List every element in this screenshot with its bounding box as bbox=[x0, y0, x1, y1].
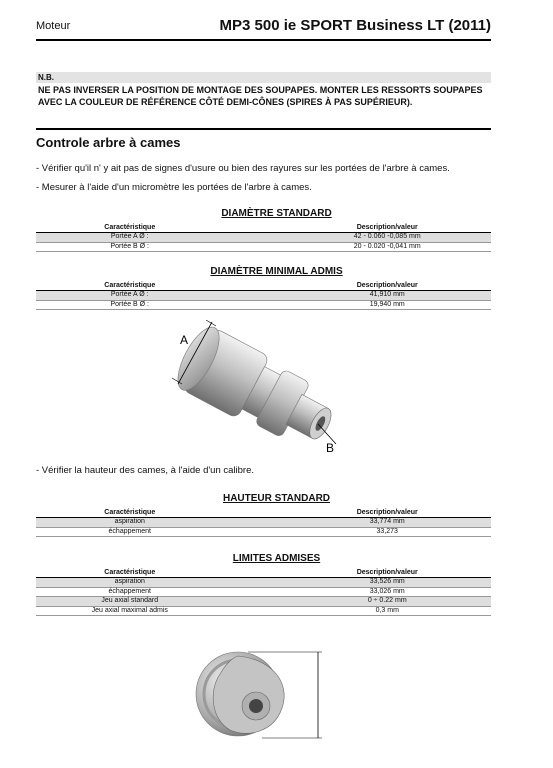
table-diametre-minimal bbox=[36, 281, 491, 310]
table-row bbox=[36, 597, 491, 607]
label-a: A bbox=[180, 333, 189, 347]
note-text: NE PAS INVERSER LA POSITION DE MONTAGE DES SOUPAPES. MONTER LES RESSORTS SOUPAPES AVEC LA COULEUR DE RÉFÉRENCE CÔTÉ DEMI-CÔNES (SPIRES À PAS SUPÉRIEUR). bbox=[38, 85, 483, 107]
section-title: Controle arbre à cames bbox=[36, 135, 181, 150]
cell-valeur: 0,3 mm bbox=[375, 606, 399, 614]
bullet-check-cam-height: - Vérifier la hauteur des cames, à l'aide d'un calibre. bbox=[36, 465, 255, 476]
cell-valeur: 41,910 mm bbox=[369, 291, 405, 298]
bullet-check-wear: - Vérifier qu'il n' y ait pas de signes d'usure ou bien des rayures sur les portées de l'arbre à cames. bbox=[36, 163, 450, 174]
cell-caracteristique: aspiration bbox=[114, 518, 145, 525]
column-header-valeur: Description/valeur bbox=[356, 282, 418, 289]
table-title-diametre-standard: DIAMÈTRE STANDARD bbox=[221, 208, 332, 219]
cam-lobe-figure bbox=[190, 638, 340, 750]
cell-valeur: 20 - 0.020 -0,041 mm bbox=[353, 242, 421, 250]
label-b: B bbox=[326, 441, 335, 455]
table-header bbox=[36, 281, 491, 291]
header-section: Moteur bbox=[36, 20, 71, 32]
cell-caracteristique: Jeu axial standard bbox=[101, 597, 159, 604]
cell-valeur: 33,026 mm bbox=[369, 587, 405, 595]
table-header bbox=[36, 223, 491, 233]
cell-valeur: 33,273 bbox=[376, 527, 398, 535]
table-row bbox=[36, 301, 491, 311]
note-rule bbox=[36, 128, 491, 130]
cell-caracteristique: Portée A Ø : bbox=[110, 233, 149, 240]
note-box bbox=[36, 72, 491, 108]
cell-caracteristique: aspiration bbox=[114, 578, 145, 585]
cell-caracteristique: Portée A Ø : bbox=[110, 291, 149, 298]
table-row bbox=[36, 518, 491, 528]
cell-caracteristique: Portée B Ø : bbox=[110, 242, 150, 250]
table-header bbox=[36, 568, 491, 578]
table-hauteur-standard bbox=[36, 508, 491, 537]
cell-caracteristique: Jeu axial maximal admis bbox=[91, 606, 168, 614]
table-header bbox=[36, 508, 491, 518]
table-row bbox=[36, 588, 491, 598]
column-header-valeur: Description/valeur bbox=[356, 224, 418, 231]
table-row bbox=[36, 607, 491, 617]
note-label: N.B. bbox=[36, 72, 491, 83]
table-row bbox=[36, 233, 491, 243]
column-header-caracteristique: Caractéristique bbox=[104, 569, 156, 576]
cell-valeur: 42 - 0.060 -0,085 mm bbox=[353, 233, 421, 240]
table-diametre-standard bbox=[36, 223, 491, 252]
bullet-measure-micrometer: - Mesurer à l'aide d'un micromètre les portées de l'arbre à cames. bbox=[36, 182, 312, 193]
column-header-caracteristique: Caractéristique bbox=[104, 224, 156, 231]
table-row bbox=[36, 528, 491, 538]
cell-caracteristique: Portée B Ø : bbox=[110, 300, 150, 308]
cell-caracteristique: échappement bbox=[108, 587, 151, 595]
table-title-diametre-minimal: DIAMÈTRE MINIMAL ADMIS bbox=[210, 266, 343, 277]
header-rule bbox=[36, 39, 491, 41]
cell-caracteristique: échappement bbox=[108, 527, 151, 535]
column-header-caracteristique: Caractéristique bbox=[104, 282, 156, 289]
table-title-limites-admises: LIMITES ADMISES bbox=[232, 553, 321, 564]
table-row bbox=[36, 243, 491, 253]
table-title-hauteur-standard: HAUTEUR STANDARD bbox=[222, 493, 331, 504]
cell-valeur: 33,526 mm bbox=[369, 578, 405, 585]
camshaft-journal-figure bbox=[150, 320, 360, 462]
column-header-caracteristique: Caractéristique bbox=[104, 509, 156, 516]
header-model-title: MP3 500 ie SPORT Business LT (2011) bbox=[219, 17, 491, 34]
table-limites-admises bbox=[36, 568, 491, 616]
column-header-valeur: Description/valeur bbox=[356, 569, 418, 576]
cell-valeur: 0 ÷ 0.22 mm bbox=[367, 597, 407, 604]
column-header-valeur: Description/valeur bbox=[356, 509, 418, 516]
cell-valeur: 33,774 mm bbox=[369, 518, 405, 525]
cell-valeur: 19,940 mm bbox=[369, 300, 405, 308]
table-row bbox=[36, 578, 491, 588]
table-row bbox=[36, 291, 491, 301]
